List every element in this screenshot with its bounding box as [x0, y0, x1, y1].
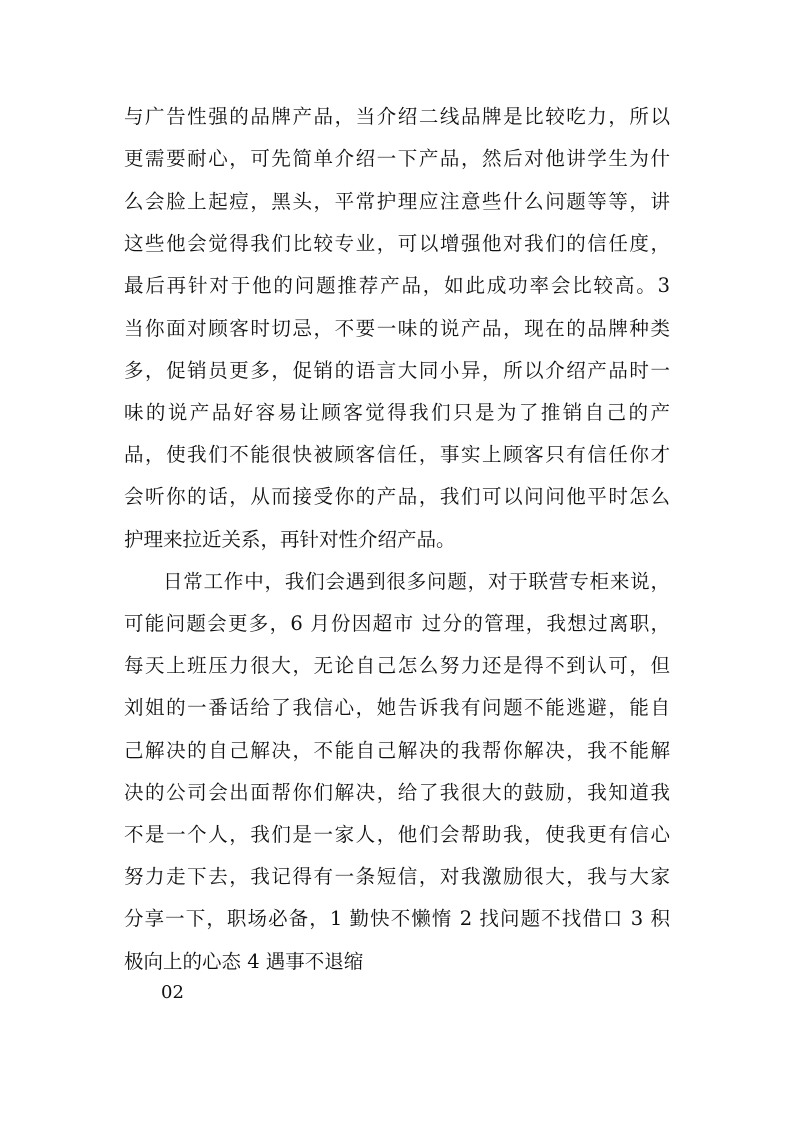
- paragraph-1-line-3: 么会脸上起痘，黑头，平常护理应注意些什么问题等等，讲: [124, 190, 670, 213]
- paragraph-2-line-4: 刘姐的一番话给了我信心，她告诉我有问题不能逃避，能自: [124, 696, 670, 719]
- paragraph-1-line-7: 多，促销员更多，促销的语言大同小异，所以介绍产品时一: [124, 359, 670, 382]
- paragraph-1-line-9: 品，使我们不能很快被顾客信任，事实上顾客只有信任你才: [124, 443, 670, 466]
- paragraph-1-line-5: 最后再针对于他的问题推荐产品，如此成功率会比较高。3: [124, 274, 670, 297]
- paragraph-1-line-8: 味的说产品好容易让顾客觉得我们只是为了推销自己的产: [124, 401, 670, 424]
- paragraph-2-line-5: 己解决的自己解决，不能自己解决的我帮你解决，我不能解: [124, 739, 670, 762]
- paragraph-1-line-4: 这些他会觉得我们比较专业，可以增强他对我们的信任度，: [124, 232, 670, 255]
- paragraph-2-line-6: 决的公司会出面帮你们解决，给了我很大的鼓励，我知道我: [124, 781, 670, 804]
- paragraph-2-line-9: 分享一下，职场必备，1 勤快不懒惰 2 找问题不找借口 3 积: [124, 907, 670, 930]
- paragraph-2-line-7: 不是一个人，我们是一家人，他们会帮助我，使我更有信心: [124, 823, 670, 846]
- paragraph-2-line-2: 可能问题会更多，6 月份因超市 过分的管理，我想过离职，: [124, 612, 670, 635]
- paragraph-1-line-10: 会听你的话，从而接受你的产品，我们可以问问他平时怎么: [124, 485, 670, 508]
- paragraph-1-line-11: 护理来拉近关系，再针对性介绍产品。: [124, 528, 456, 551]
- paragraph-2-line-3: 每天上班压力很大，无论自己怎么努力还是得不到认可，但: [124, 654, 670, 677]
- page-number: 02: [161, 982, 184, 1003]
- paragraph-2-line-1: 日常工作中，我们会遇到很多问题，对于联营专柜来说，: [163, 570, 670, 593]
- paragraph-1-line-6: 当你面对顾客时切忌，不要一味的说产品，现在的品牌种类: [124, 317, 670, 340]
- paragraph-2-line-10: 极向上的心态 4 遇事不退缩: [124, 950, 364, 973]
- paragraph-1-line-2: 更需要耐心，可先简单介绍一下产品，然后对他讲学生为什: [124, 147, 670, 170]
- paragraph-1-line-1: 与广告性强的品牌产品，当介绍二线品牌是比较吃力，所以: [124, 105, 670, 128]
- paragraph-2-line-8: 努力走下去，我记得有一条短信，对我激励很大，我与大家: [124, 865, 670, 888]
